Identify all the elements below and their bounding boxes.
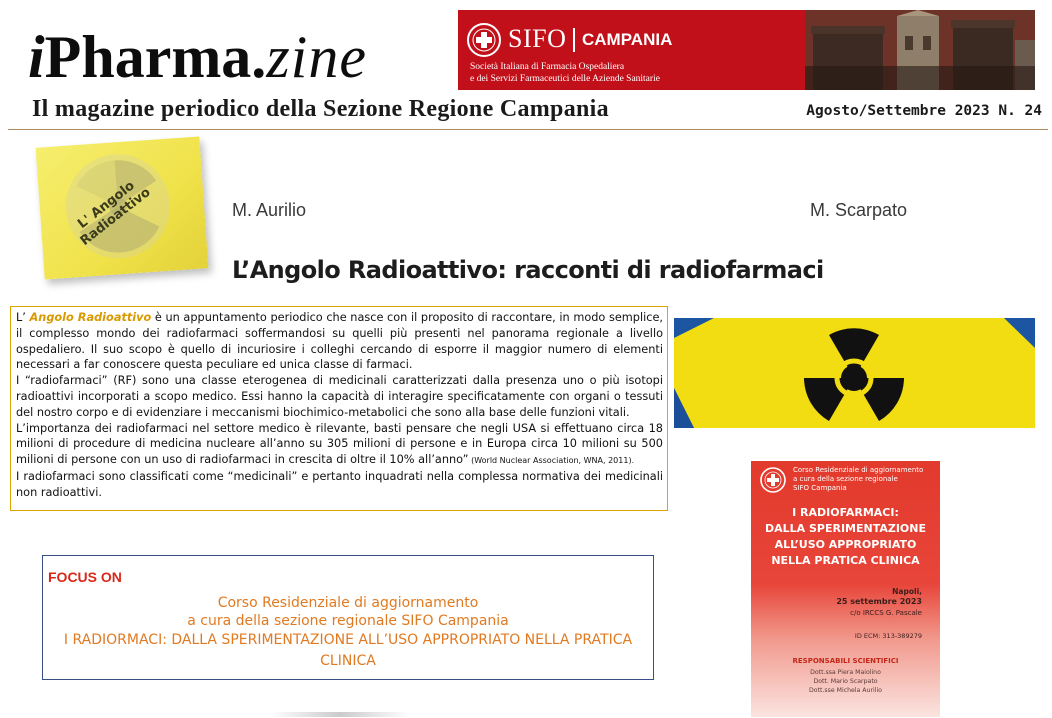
radiation-hazard-image (674, 318, 1035, 428)
paragraph-importance (16, 421, 663, 469)
author-left: M. Aurilio (232, 200, 307, 220)
brand-pharma: Pharma. (44, 24, 267, 90)
poster-responsabili-title: RESPONSABILI SCIENTIFICI (792, 657, 899, 665)
poster-ecm-id: ID ECM: 313-389279 (854, 632, 922, 640)
sifo-description-line1: Società Italiana di Farmacia Ospedaliera (470, 62, 625, 72)
poster-venue: c/o IRCCS G. Pascale (850, 609, 922, 617)
course-poster (751, 461, 940, 717)
magazine-logo (28, 26, 367, 88)
focus-line2: a cura della sezione regionale SIFO Campania (187, 613, 509, 629)
paragraph-intro (16, 310, 663, 373)
paragraph-definition: I “radiofarmaci” (RF) sono una classe eterogenea di medicinali caratterizzati dalla presenza uno o più isotopi radioattivi incorporati a scopo medico. Essi hanno la capacità di interagire specificatamente con organi o tessuti del nostro corpo e di evidenziare i meccanismi biochimico-metabolici che sono alla base delle funzioni vitali. (16, 374, 663, 419)
castle-illustration (635, 10, 1035, 90)
focus-line3: I RADIORMACI: DALLA SPERIMENTAZIONE ALL’USO APPROPRIATO NELLA PRATICA (63, 632, 633, 648)
sifo-seal-icon (759, 466, 787, 494)
paragraph-classification: I radiofarmaci sono classificati come “medicinali” e pertanto inquadrati nella complessa normativa dei medicinali non radioattivi. (16, 469, 663, 499)
poster-title-line2: DALLA SPERIMENTAZIONE (764, 522, 927, 535)
intro-prefix: L’ (16, 311, 30, 324)
faint-decoration (270, 712, 410, 717)
poster-header-line1: Corso Residenziale di aggiornamento (793, 466, 924, 474)
poster-city: Napoli, (892, 587, 922, 596)
focus-title: FOCUS ON (48, 569, 122, 585)
author-right: M. Scarpato (810, 200, 908, 220)
sifo-campania-banner (458, 10, 1035, 90)
importance-citation: (World Nuclear Association, WNA, 2011). (468, 456, 635, 466)
poster-name1: Dott.ssa Piera Maiolino (810, 669, 881, 676)
sifo-name: SIFO (508, 24, 567, 53)
focus-on-box (42, 555, 654, 680)
brand-zine: zine (266, 24, 367, 90)
radiation-trefoil-icon (674, 318, 1035, 428)
sifo-region: CAMPANIA (582, 30, 673, 49)
sifo-description-line2: e dei Servizi Farmaceutici delle Aziende Sanitarie (470, 74, 660, 84)
focus-line4: CLINICA (320, 653, 376, 669)
intro-body: è un appuntamento periodico che nasce con il proposito di raccontare, in modo semplice, il complesso mondo dei radiofarmaci soffermandosi su quelli più presenti nel panorama regionale a livello ospedaliero. Il suo scopo è quello di incuriosire i colleghi cercando di esporre il maggior numero di elementi necessari a far conoscere questa peculiare ed unica classe di farmaci. (16, 311, 663, 372)
issue-number: Agosto/Settembre 2023 N. 24 (806, 103, 1042, 119)
intro-highlight: Angolo Radioattivo (29, 311, 152, 324)
poster-name3: Dott.sse Michela Aurilio (809, 687, 882, 694)
magazine-subtitle: Il magazine periodico della Sezione Regione Campania (32, 96, 609, 122)
poster-date: 25 settembre 2023 (836, 597, 922, 606)
focus-line1: Corso Residenziale di aggiornamento (217, 595, 479, 611)
brand-i: i (28, 24, 45, 90)
poster-title-line3: ALL’USO APPROPRIATO (774, 538, 917, 551)
poster-header-line2: a cura della sezione regionale (793, 475, 898, 483)
article-text-box (10, 306, 668, 511)
sticky-note-label: L' Angolo Radioattivo (75, 178, 154, 249)
poster-header-line3: SIFO Campania (793, 484, 847, 492)
importance-body: L’importanza dei radiofarmaci nel settore medico è rilevante, basti pensare che negli USA si effettuano circa 18 milioni di procedure di medicina nucleare all’anno su 305 milioni di persone e in Europa circa 10 milioni su 500 milioni di persone con un uso di radiofarmaci in crescita di oltre il 10% all’anno” (16, 421, 663, 467)
header-divider (8, 129, 1048, 130)
poster-name2: Dott. Mario Scarpato (813, 678, 878, 685)
article-title: L’Angolo Radioattivo: racconti di radiofarmaci (232, 256, 824, 284)
sifo-seal-icon (466, 22, 502, 58)
poster-title-line1: I RADIOFARMACI: (792, 506, 899, 519)
sifo-separator (573, 28, 575, 52)
poster-title-line4: NELLA PRATICA CLINICA (771, 554, 920, 567)
